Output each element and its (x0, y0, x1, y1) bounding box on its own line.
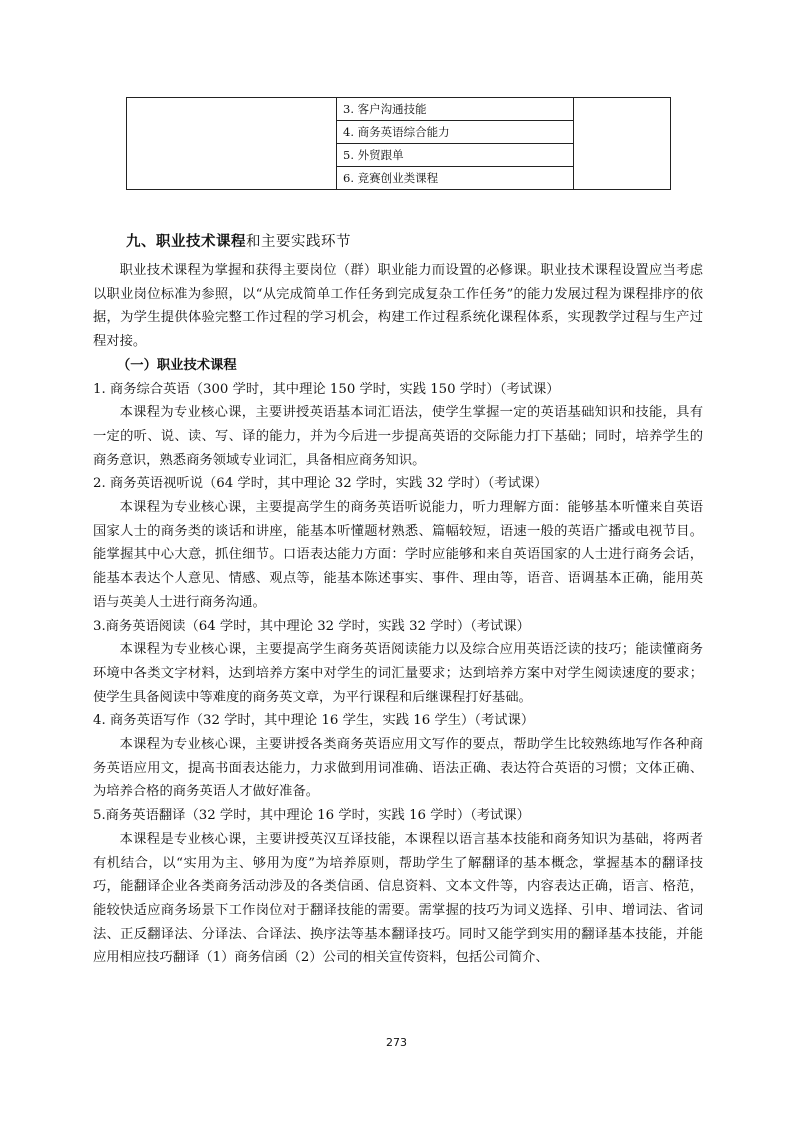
section-title (126, 230, 351, 251)
curriculum-table (126, 97, 671, 190)
table-item: 3. 客户沟通技能 (337, 98, 574, 121)
course-heading: 3.商务英语阅读（64 学时，其中理论 32 学时，实践 32 学时）（考试课） (93, 618, 530, 634)
course-description: 本课程为专业核心课，主要讲授各类商务英语应用文写作的要点，帮助学生比较熟练地写作各种商务英语应用文，提高书面表达能力，力求做到用词准确、语法正确、表达符合英语的习惯；文体正确、为培养合格的商务英语人才做好准备。 (93, 737, 703, 800)
course-heading: 5.商务英语翻译（32 学时，其中理论 16 学时，实践 16 学时）（考试课） (93, 808, 530, 824)
page-number: 273 (386, 1036, 407, 1049)
table-item: 6. 竞赛创业类课程 (337, 167, 574, 190)
section-title-bold: 九、职业技术课程 (126, 234, 246, 250)
course-description: 本课程为专业核心课，主要讲授英语基本词汇语法，使学生掌握一定的英语基础知识和技能，具有一定的听、说、读、写、译的能力，并为今后进一步提高英语的交际能力打下基础；同时，培养学生的商务意识，熟悉商务领域专业词汇，具备相应商务知识。 (93, 405, 703, 468)
table-cell-left (127, 98, 337, 190)
course-description: 本课程为专业核心课，主要提高学生的商务英语听说能力，听力理解方面：能够基本听懂来自英语国家人士的商务类的谈话和讲座，能基本听懂题材熟悉、篇幅较短，语速一般的英语广播或电视节目。能掌握其中心大意，抓住细节。口语表达能力方面：学时应能够和来自英语国家的人士进行商务会话，能基本表达个人意见、情感、观点等，能基本陈述事实、事件、理由等，语音、语调基本正确，能用英语与英美人士进行商务沟通。 (93, 500, 703, 610)
course-heading: 4. 商务英语写作（32 学时，其中理论 16 学生，实践 16 学生）（考试课） (93, 713, 535, 729)
page-content (93, 259, 703, 970)
table-item: 5. 外贸跟单 (337, 144, 574, 167)
course-heading: 2. 商务英语视听说（64 学时，其中理论 32 学时，实践 32 学时）（考试课） (93, 476, 548, 492)
course-description: 本课程是专业核心课，主要讲授英汉互译技能，本课程以语言基本技能和商务知识为基础，将两者有机结合，以“实用为主、够用为度”为培养原则，帮助学生了解翻译的基本概念，掌握基本的翻译技巧，能翻译企业各类商务活动涉及的各类信函、信息资料、文本文件等，内容表达正确，语言、格范，能较快适应商务场景下工作岗位对于翻译技能的需要。需掌握的技巧为词义选择、引申、增词法、省词法、正反翻译法、分译法、合译法、换序法等基本翻译技巧。同时又能学到实用的翻译基本技能，并能应用相应技巧翻译（1）商务信函（2）公司的相关宣传资料，包括公司简介、 (93, 831, 703, 966)
course-heading: 1. 商务综合英语（300 学时，其中理论 150 学时，实践 150 学时）（考试课） (93, 381, 560, 397)
section-intro: 职业技术课程为掌握和获得主要岗位（群）职业能力而设置的必修课。职业技术课程设置应当考虑以职业岗位标准为参照，以“从完成简单工作任务到完成复杂工作任务”的能力发展过程为课程排序的依据，为学生提供体验完整工作过程的学习机会，构建工作过程系统化课程体系，实现教学过程与生产过程对接。 (93, 263, 703, 350)
section-title-normal: 和主要实践环节 (246, 234, 351, 250)
subsection-heading: （一）职业技术课程 (117, 357, 237, 373)
course-description: 本课程为专业核心课，主要提高学生商务英语阅读能力以及综合应用英语泛读的技巧；能读懂商务环境中各类文字材料，达到培养方案中对学生的词汇量要求；达到培养方案中对学生阅读速度的要求；使学生具备阅读中等难度的商务英文章，为平行课程和后继课程打好基础。 (93, 642, 703, 705)
table-item: 4. 商务英语综合能力 (337, 121, 574, 144)
table-cell-right (574, 98, 671, 190)
